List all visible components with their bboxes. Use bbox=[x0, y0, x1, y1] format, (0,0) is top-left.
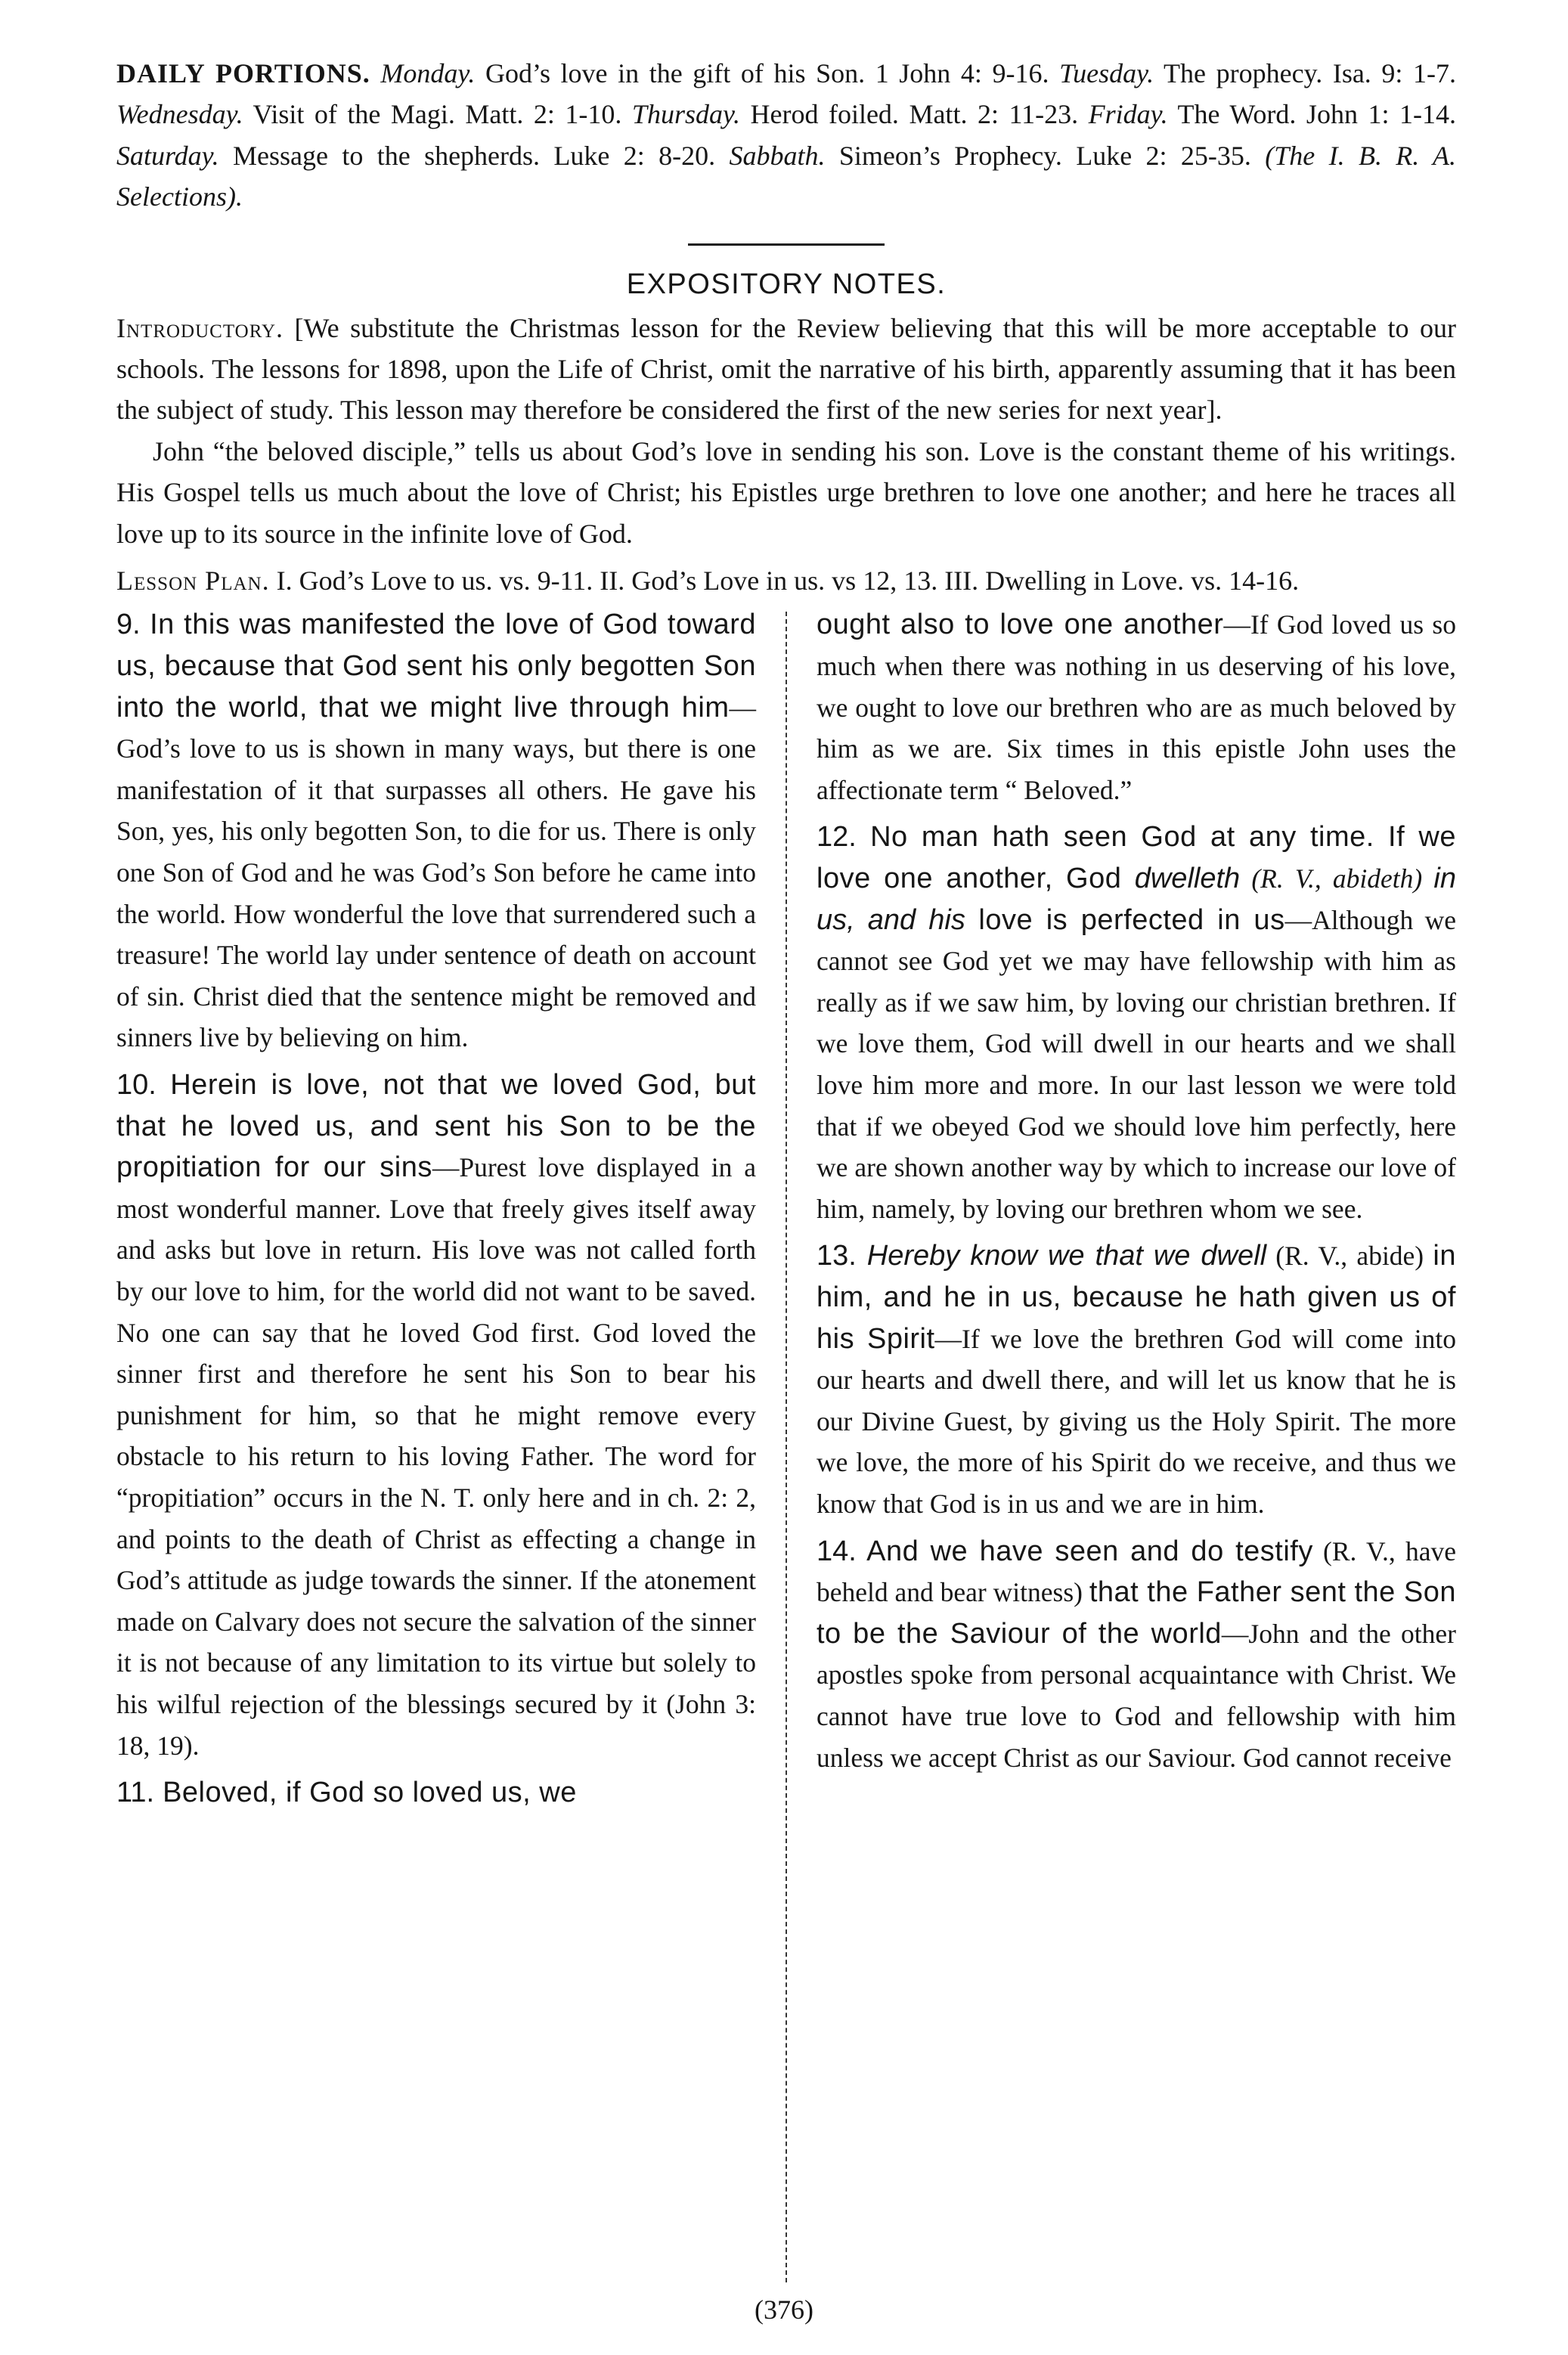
friday-label: Friday. bbox=[1088, 99, 1168, 130]
verse-12-text-italic: dwelleth bbox=[1134, 863, 1241, 895]
introductory-label: Introductory. bbox=[116, 312, 284, 343]
sabbath-label: Sabbath. bbox=[729, 140, 826, 171]
wednesday-label: Wednesday. bbox=[116, 99, 243, 130]
verse-11-start bbox=[116, 1772, 756, 1814]
wednesday-text: Visit of the Magi. Matt. 2: 1-10. bbox=[243, 99, 632, 130]
page-content bbox=[116, 53, 1456, 2282]
saturday-label: Saturday. bbox=[116, 140, 219, 171]
verse-12-revised-version: (R. V., abideth) bbox=[1240, 863, 1434, 894]
verse-10-text: Herein is love, not that we loved God, but that he loved us, and sent his Son to be the propitiation for our sins bbox=[116, 1069, 756, 1184]
verse-10-number: 10. bbox=[116, 1069, 156, 1101]
verse-11-comment: —If God loved us so much when there was nothing in us deserving of his love, we ought to love our brethren who are as much beloved by him as we are. Six times in this epistle John uses the affectionate term “ Beloved.” bbox=[817, 609, 1456, 805]
daily-portions-title: DAILY PORTIONS. bbox=[116, 58, 370, 88]
introductory-text: [We substitute the Christmas lesson for the Review believing that this will be more acceptable to our schools. The lessons for 1898, upon the Life of Christ, omit the narrative of his birth, apparently assuming that it has been the subject of study. This lesson may therefore be considered the first of the new series for next year]. bbox=[116, 312, 1456, 426]
verse-10-comment: —Purest love displayed in a most wonderful manner. Love that freely gives itself away and asks but love in return. His love was not called forth by our love to him, for the world did not want to be saved. No one can say that he loved God first. God loved the sinner first and therefore he sent his Son to bear his punishment for him, so that he might remove every obstacle to his return to his loving Father. The word for “propitiation” occurs in the N. T. only here and in ch. 2: 2, and points to the death of Christ as effecting a change in God’s attitude as judge towards the sinner. If the atonement made on Calvary does not secure the salvation of the sinner it is not because of any limitation to its virtue but solely to his wilful rejection of the blessings secured by it (John 3: 18, 19). bbox=[116, 1152, 756, 1761]
two-column-body bbox=[116, 604, 1456, 2282]
verse-12-text-b: love is perfected in us bbox=[965, 903, 1285, 936]
friday-text: The Word. John 1: 1-14. bbox=[1167, 99, 1456, 130]
verse-9-comment: —God’s love to us is shown in many ways, but there is one manifestation of it that surpasses all others. He gave his Son, yes, his only begotten Son, to die for us. There is only one Son of God and he was God’s Son before he came into the world. How wonderful the love that surrendered such a treasure! The world lay under sentence of death on account of sin. Christ died that the sentence might be removed and sinners live by believing on him. bbox=[116, 692, 756, 1053]
john-paragraph: John “the beloved disciple,” tells us about God’s love in sending his son. Love is the constant theme of his writings. His Gospel tells us much about the love of Christ; his Epistles urge brethren to love one another; and here he traces all love up to its source in the infinite love of God. bbox=[116, 435, 1456, 549]
verse-12-comment: —Although we cannot see God yet we may have fellowship with him as really as if we saw him, by loving our christian brethren. If we love them, God will dwell in our hearts and we shall love him more and more. In our last lesson we were told that if we obeyed God we should love him perfectly, here we are shown another way by which to increase our love of him, namely, by loving our brethren whom we see. bbox=[817, 904, 1456, 1224]
verse-11-text-end: ought also to love one another bbox=[817, 609, 1224, 641]
left-column bbox=[116, 604, 756, 2282]
verse-9-text: In this was manifested the love of God toward us, because that God sent his only begotten Son into the world, that we might live through him bbox=[116, 609, 756, 724]
verse-11-number: 11. bbox=[116, 1777, 155, 1809]
thursday-text: Herod foiled. Matt. 2: 11-23. bbox=[739, 99, 1089, 130]
lesson-plan-text: I. God’s Love to us. vs. 9-11. II. God’s Love in us. vs 12, 13. III. Dwelling in Love. vs. 14-16. bbox=[269, 566, 1300, 596]
sabbath-text: Simeon’s Prophecy. Luke 2: 25-35. bbox=[825, 140, 1266, 171]
source-note: (The I. B. R. A. Selections). bbox=[116, 140, 1456, 212]
monday-label: Monday. bbox=[380, 58, 476, 88]
lesson-plan-label: Lesson Plan. bbox=[116, 566, 270, 596]
section-heading: EXPOSITORY NOTES. bbox=[626, 268, 947, 300]
lesson-plan bbox=[116, 560, 1456, 601]
verse-14-text-a: And we have seen and do testify bbox=[856, 1535, 1313, 1567]
verse-14-text-b: that the Father sent the Son to be the Saviour of the world bbox=[817, 1576, 1456, 1650]
column-divider bbox=[786, 612, 787, 2282]
verse-11-continued bbox=[817, 604, 1456, 810]
verse-13 bbox=[817, 1235, 1456, 1524]
verse-14 bbox=[817, 1531, 1456, 1779]
verse-11-text-start: Beloved, if God so loved us, we bbox=[154, 1777, 577, 1809]
page-number: (376) bbox=[755, 2295, 813, 2325]
verse-12 bbox=[817, 817, 1456, 1229]
verse-13-revised-version: (R. V., abide) bbox=[1266, 1241, 1433, 1272]
verse-12-text-italic-2: in us, and his bbox=[817, 863, 1456, 936]
verse-9-number: 9. bbox=[116, 609, 141, 641]
monday-text: God’s love in the gift of his Son. 1 John 4: 9-16. bbox=[475, 58, 1060, 88]
tuesday-text: The prophecy. Isa. 9: 1-7. bbox=[1154, 58, 1456, 88]
verse-14-number: 14. bbox=[817, 1535, 857, 1567]
section-divider bbox=[688, 243, 885, 246]
thursday-label: Thursday. bbox=[631, 99, 740, 130]
verse-13-text: in him, and he in us, because he hath given us of his Spirit bbox=[817, 1240, 1456, 1355]
verse-14-revised-version: (R. V., have beheld and bear witness) bbox=[817, 1535, 1457, 1608]
verse-13-number: 13. bbox=[817, 1240, 857, 1272]
verse-12-number: 12. bbox=[817, 821, 857, 854]
tuesday-label: Tuesday. bbox=[1059, 58, 1154, 88]
verse-13-text-italic: Hereby know we that we dwell bbox=[856, 1240, 1267, 1272]
verse-9 bbox=[116, 604, 756, 1058]
saturday-text: Message to the shepherds. Luke 2: 8-20. bbox=[218, 140, 730, 171]
verse-13-comment: —If we love the brethren God will come into our hearts and dwell there, and will let us know that he is our Divine Guest, by giving us the Holy Spirit. The more we love, the more of his Spirit do we receive, and thus we know that God is in us and we are in him. bbox=[817, 1323, 1456, 1519]
introductory-paragraph bbox=[116, 308, 1456, 431]
right-column bbox=[817, 604, 1456, 2282]
verse-10 bbox=[116, 1064, 756, 1766]
verse-12-text-a: No man hath seen God at any time. If we love one another, God bbox=[817, 821, 1456, 895]
verse-14-comment: —John and the other apostles spoke from personal acquaintance with Christ. We cannot have true love to God and fellowship with him unless we accept Christ as our Saviour. God cannot receive bbox=[817, 1618, 1456, 1773]
daily-portions bbox=[116, 53, 1456, 218]
